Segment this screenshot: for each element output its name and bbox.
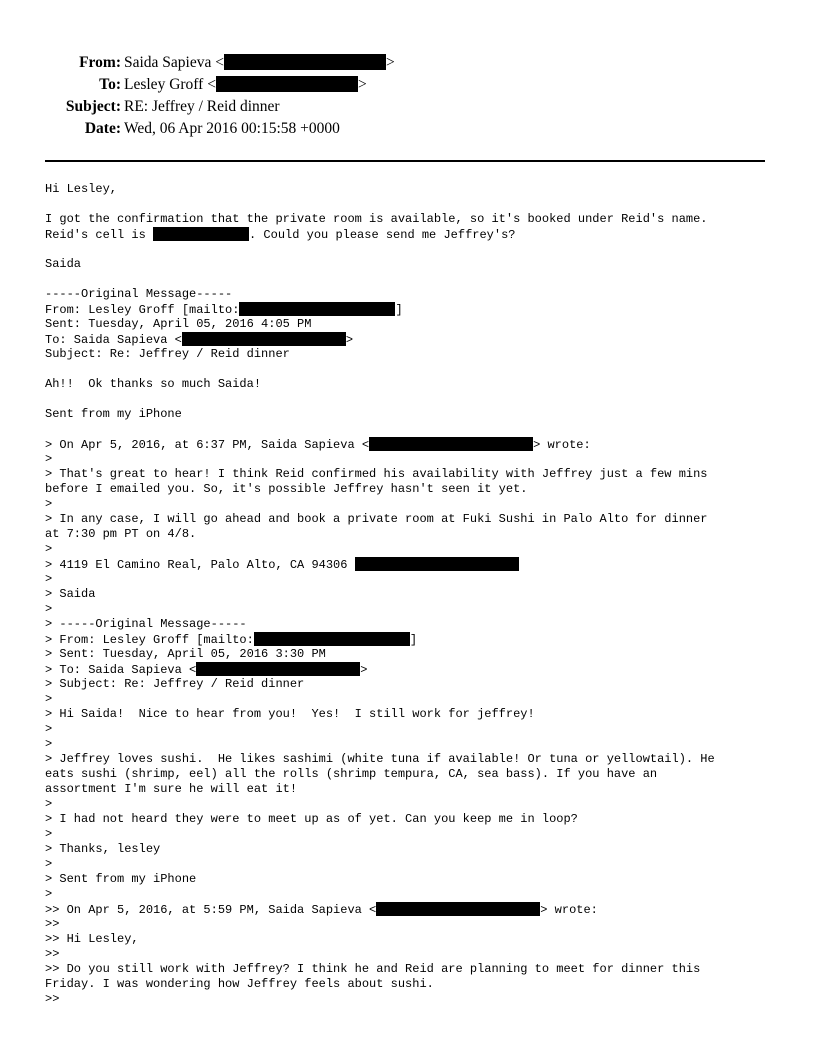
- body-line: Friday. I was wondering how Jeffrey feels about sushi.: [45, 977, 434, 991]
- body-line: > Sent: Tuesday, April 05, 2016 3:30 PM: [45, 647, 326, 661]
- to-name: Lesley Groff <: [124, 76, 216, 93]
- body-line: [45, 632, 785, 647]
- from-close: >: [386, 54, 395, 71]
- body-line: >>: [45, 992, 60, 1006]
- to-close: >: [357, 76, 367, 93]
- body-line: [45, 392, 785, 407]
- body-line: >: [45, 692, 53, 706]
- from-label: From:: [79, 54, 121, 71]
- redaction-block: [153, 227, 249, 241]
- body-line: [45, 437, 785, 452]
- redaction-block: [224, 54, 386, 70]
- body-line: > Jeffrey loves sushi. He likes sashimi (white tuna if available! Or tuna or yellowtail). He: [45, 752, 715, 766]
- redaction-block: [239, 302, 395, 316]
- body-line-text: From: Lesley Groff [mailto:: [45, 303, 240, 317]
- body-line: [45, 197, 785, 212]
- body-line: [45, 242, 785, 257]
- body-line: I got the confirmation that the private room is available, so it's booked under Reid's name.: [45, 212, 708, 226]
- body-line: at 7:30 pm PT on 4/8.: [45, 527, 197, 541]
- body-line: > In any case, I will go ahead and book a private room at Fuki Sushi in Palo Alto for dinner: [45, 512, 708, 526]
- body-line-text: > On Apr 5, 2016, at 6:37 PM, Saida Sapieva <: [45, 438, 370, 452]
- body-line: >: [45, 737, 53, 751]
- body-line: before I emailed you. So, it's possible Jeffrey hasn't seen it yet.: [45, 482, 528, 496]
- body-line: > I had not heard they were to meet up as of yet. Can you keep me in loop?: [45, 812, 578, 826]
- redaction-block: [376, 902, 540, 916]
- body-line: [45, 332, 785, 347]
- body-line-text: >: [345, 333, 354, 347]
- body-line: > -----Original Message-----: [45, 617, 247, 631]
- redaction-block: [254, 632, 410, 646]
- body-line: >: [45, 572, 53, 586]
- body-line: >: [45, 497, 53, 511]
- body-line: >>: [45, 917, 60, 931]
- body-line: Sent from my iPhone: [45, 407, 182, 421]
- email-body: [45, 182, 785, 1007]
- body-line-text: To: Saida Sapieva <: [45, 333, 182, 347]
- body-line-text: Reid's cell is: [45, 228, 154, 242]
- body-line: >: [45, 452, 53, 466]
- body-line-text: > To: Saida Sapieva <: [45, 663, 197, 677]
- body-line: >>: [45, 947, 60, 961]
- body-line: >: [45, 602, 53, 616]
- body-line: > Hi Saida! Nice to hear from you! Yes! I still work for jeffrey!: [45, 707, 535, 721]
- body-line-text: >: [360, 663, 368, 677]
- body-line: eats sushi (shrimp, eel) all the rolls (shrimp tempura, CA, sea bass). If you have an: [45, 767, 658, 781]
- date-value: Wed, 06 Apr 2016 00:15:58 +0000: [124, 120, 340, 137]
- redaction-block: [369, 437, 533, 451]
- body-line: [45, 227, 785, 242]
- body-line-text: > wrote:: [533, 438, 591, 452]
- body-line-text: > 4119 El Camino Real, Palo Alto, CA 94306: [45, 558, 355, 572]
- redaction-block: [355, 557, 519, 571]
- redaction-block: [182, 332, 346, 346]
- body-line: [45, 362, 785, 377]
- body-line-text: . Could you please send me Jeffrey's?: [249, 228, 516, 242]
- body-line: [45, 662, 785, 677]
- body-line: >> Do you still work with Jeffrey? I think he and Reid are planning to meet for dinner this: [45, 962, 701, 976]
- body-line-text: > wrote:: [540, 903, 598, 917]
- redaction-block: [216, 76, 358, 92]
- from-value: [124, 54, 395, 72]
- header-divider: [45, 160, 765, 162]
- body-line: >: [45, 887, 53, 901]
- body-line: assortment I'm sure he will eat it!: [45, 782, 298, 796]
- body-line: > Saida: [45, 587, 96, 601]
- body-line: >: [45, 827, 53, 841]
- body-line: > Thanks, lesley: [45, 842, 161, 856]
- to-label: To:: [99, 76, 121, 93]
- to-value: [124, 76, 367, 94]
- body-line: Subject: Re: Jeffrey / Reid dinner: [45, 347, 290, 361]
- body-line-text: > From: Lesley Groff [mailto:: [45, 633, 254, 647]
- body-line: Hi Lesley,: [45, 182, 118, 196]
- body-line: >: [45, 722, 53, 736]
- body-line: >: [45, 542, 53, 556]
- body-line: > That's great to hear! I think Reid confirmed his availability with Jeffrey just a few mins: [45, 467, 708, 481]
- body-line: >: [45, 857, 53, 871]
- body-line-text: ]: [409, 633, 418, 647]
- body-line: [45, 902, 785, 917]
- body-line: >> Hi Lesley,: [45, 932, 139, 946]
- body-line: Sent: Tuesday, April 05, 2016 4:05 PM: [45, 317, 312, 331]
- body-line: [45, 272, 785, 287]
- body-line: -----Original Message-----: [45, 287, 233, 301]
- body-line: > Sent from my iPhone: [45, 872, 197, 886]
- body-line: [45, 302, 785, 317]
- body-line-text: ]: [395, 303, 403, 317]
- body-line: Ah!! Ok thanks so much Saida!: [45, 377, 262, 391]
- body-line-text: >> On Apr 5, 2016, at 5:59 PM, Saida Sapieva <: [45, 903, 377, 917]
- body-line: >: [45, 797, 53, 811]
- body-line: > Subject: Re: Jeffrey / Reid dinner: [45, 677, 305, 691]
- body-line: [45, 422, 785, 437]
- subject-value: RE: Jeffrey / Reid dinner: [124, 98, 280, 115]
- body-line: Saida: [45, 257, 82, 271]
- date-label: Date:: [84, 120, 121, 137]
- body-line: [45, 557, 785, 572]
- subject-label: Subject:: [65, 98, 121, 115]
- redaction-block: [196, 662, 360, 676]
- from-name: Saida Sapieva <: [124, 54, 224, 71]
